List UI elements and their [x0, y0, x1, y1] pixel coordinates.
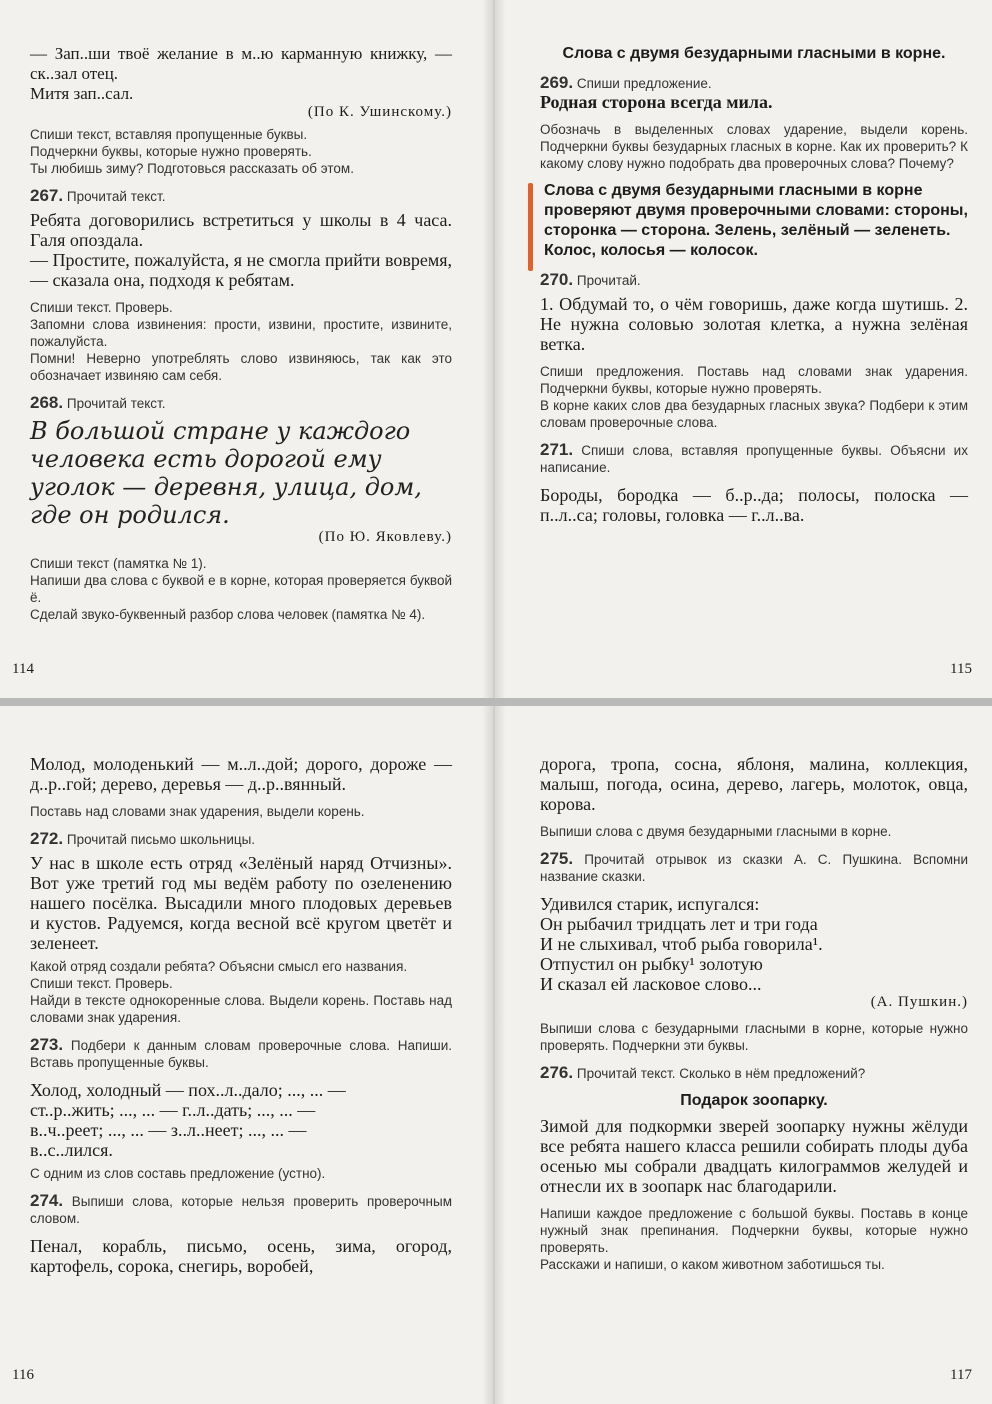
exercise-line: ст..р..жить; ..., ... — г..л..дать; ..., ... — — [30, 1100, 316, 1120]
exercise-267-header — [30, 187, 452, 205]
attribution: (А. Пушкин.) — [870, 994, 968, 1010]
exercise-number: 270. — [540, 270, 574, 289]
task-text: Помни! Неверно употреблять слово извиняюсь, так как это обозначает извиняю сам себя. — [30, 351, 452, 383]
task-text: Напиши два слова с буквой е в корне, которая проверяется буквой ё. — [30, 573, 452, 605]
exercise-text: У нас в школе есть отряд «Зелёный наряд Отчизны». Вот уже третий год мы ведём работу по озеленению нашего посёлка. Высадили много плодовых деревьев и кустов. Радуемся, когда весной всё кругом цветёт и зеленеет. — [30, 853, 452, 953]
task-text: Спиши текст. Проверь. — [30, 300, 173, 315]
attribution: (По Ю. Яковлеву.) — [318, 529, 452, 545]
task-text: Спиши текст (памятка № 1). — [30, 556, 207, 571]
exercise-task: Спиши слова, вставляя пропущенные буквы. Объясни их написание. — [540, 443, 968, 475]
exercise-line: в..ч..реет; ..., ... — з..л..неет; ..., ... — — [30, 1120, 307, 1140]
page-117-content — [540, 754, 968, 1273]
page-115-content — [540, 44, 968, 525]
exercise-271-header — [540, 441, 968, 476]
page-115 — [494, 0, 992, 698]
page-116-content — [30, 754, 452, 1276]
exercise-task: Прочитай. — [576, 273, 641, 288]
page-number: 116 — [12, 1367, 34, 1383]
section-heading: Слова с двумя безударными гласными в корне. — [562, 45, 946, 62]
rule-box: Слова с двумя безударными гласными в корне проверяют двумя проверочными словами: стороны, сторонка — сторона. Зелень, зелёный — зеленеть. Колос, колосья — колосок. — [540, 181, 968, 261]
exercise-task: Прочитай текст. Сколько в нём предложений? — [576, 1066, 866, 1081]
exercise-task: Спиши предложение. — [576, 76, 712, 91]
exercise-275-header — [540, 850, 968, 885]
exercise-number: 267. — [30, 186, 64, 205]
book-gutter — [482, 0, 506, 698]
task-text: Спиши текст, вставляя пропущенные буквы. — [30, 127, 308, 142]
exercise-task: Подбери к данным словам проверочные слова. Напиши. Вставь пропущенные буквы. — [30, 1038, 452, 1070]
exercise-text: Бороды, бородка — б..р..да; полосы, полоска — п..л..са; головы, головка — г..л..ва. — [540, 485, 968, 525]
exercise-line: в..с..лился. — [30, 1140, 113, 1160]
exercise-text: 1. Обдумай то, о чём говоришь, даже когда шутишь. 2. Не нужна соловью золотая клетка, а нужна зелёная ветка. — [540, 294, 968, 354]
dialog-text: Митя зап..сал. — [30, 84, 134, 103]
exercise-task: Выпиши слова, которые нельзя проверить проверочным словом. — [30, 1194, 452, 1226]
poem-line: Удивился старик, испугался: — [540, 894, 760, 914]
page-116 — [0, 706, 494, 1404]
page-number: 115 — [950, 661, 972, 677]
task-text: Подчеркни буквы, которые нужно проверять. — [30, 144, 312, 159]
exercise-270-header — [540, 271, 968, 289]
task-text: Найди в тексте однокоренные слова. Выдели корень. Поставь над словами знак ударения. — [30, 993, 452, 1025]
poem — [540, 894, 968, 994]
task-text: Спиши предложения. Поставь над словами знак ударения. Подчеркни буквы, которые нужно проверять. — [540, 364, 968, 396]
task-text: Расскажи и напиши, о каком животном заботишься ты. — [540, 1257, 885, 1272]
page-number: 117 — [950, 1367, 972, 1383]
exercise-task: Прочитай письмо школьницы. — [66, 832, 256, 847]
task-text: Выпиши слова с безударными гласными в корне, которые нужно проверять. Подчеркни эти буквы. — [540, 1021, 968, 1053]
exercise-269-header — [540, 74, 968, 92]
task-text: Поставь над словами знак ударения, выдели корень. — [30, 804, 365, 819]
exercise-number: 273. — [30, 1035, 64, 1054]
page-114 — [0, 0, 494, 698]
exercise-number: 275. — [540, 849, 574, 868]
page-114-content — [30, 44, 452, 623]
exercise-text: Пенал, корабль, письмо, осень, зима, огород, картофель, сорока, снегирь, воробей, — [30, 1236, 452, 1276]
page-number: 114 — [12, 661, 34, 677]
exercise-number: 268. — [30, 393, 64, 412]
text-title: Подарок зоопарку. — [680, 1092, 828, 1109]
exercise-number: 274. — [30, 1191, 64, 1210]
task-text: Запомни слова извинения: прости, извини, простите, извините, пожалуйста. — [30, 317, 452, 349]
exercise-text: дорога, тропа, сосна, яблоня, малина, коллекция, малыш, погода, осина, дерево, лагерь, молоток, овца, корова. — [540, 754, 968, 814]
poem-line: Отпустил он рыбку¹ золотую — [540, 954, 763, 974]
task-text: Ты любишь зиму? Подготовься рассказать об этом. — [30, 161, 354, 176]
spread-bottom — [0, 706, 992, 1404]
exercise-task: Прочитай текст. — [66, 396, 166, 411]
exercise-text: Зимой для подкормки зверей зоопарку нужны жёлуди все ребята нашего класса решили собирать плоды дуба осенью мы собрали двадцать килограммов желудей и отнесли их в зоопарк нас благодарили. — [540, 1116, 968, 1196]
exercise-number: 272. — [30, 829, 64, 848]
task-text: Обозначь в выделенных словах ударение, выдели корень. Подчеркни буквы безударных гласных в корне. Как их проверить? К какому слову нужно подобрать два проверочных слова? Почему? — [540, 122, 968, 171]
handwritten-text: В большой стране у каждого человека есть дорогой ему уголок — деревня, улица, дом, где он родился. — [30, 417, 422, 529]
exercise-text: Молод, молоденький — м..л..дой; дорого, дороже — д..р..гой; дерево, деревья — д..р..вянный. — [30, 754, 452, 794]
task-text: Сделай звуко-буквенный разбор слова человек (памятка № 4). — [30, 607, 426, 622]
poem-line: Он рыбачил тридцать лет и три года — [540, 914, 818, 934]
exercise-number: 269. — [540, 73, 574, 92]
poem-line: И не слыхивал, чтоб рыба говорила¹. — [540, 934, 823, 954]
task-text: С одним из слов составь предложение (устно). — [30, 1166, 326, 1181]
task-text: Напиши каждое предложение с большой буквы. Поставь в конце нужный знак препинания. Подчеркни буквы, которые нужно проверять. — [540, 1206, 968, 1255]
exercise-number: 276. — [540, 1063, 574, 1082]
exercise-272-header — [30, 830, 452, 848]
task-text: Выпиши слова с двумя безударными гласными в корне. — [540, 824, 892, 839]
task-text: В корне каких слов два безударных гласных звука? Подбери к этим словам проверочные слова. — [540, 398, 968, 430]
exercise-273-header — [30, 1036, 452, 1071]
exercise-text: Ребята договорились встретиться у школы в 4 часа. Галя опоздала. — [30, 210, 452, 250]
poem-line: И сказал ей ласковое слово... — [540, 974, 762, 994]
exercise-text: Родная сторона всегда мила. — [540, 92, 773, 112]
exercise-274-header — [30, 1192, 452, 1227]
exercise-number: 271. — [540, 440, 574, 459]
task-text: Какой отряд создали ребята? Объясни смысл его названия. — [30, 959, 408, 974]
book-gutter — [482, 706, 506, 1404]
task-text: Спиши текст. Проверь. — [30, 976, 173, 991]
exercise-task: Прочитай текст. — [66, 189, 166, 204]
attribution: (По К. Ушинскому.) — [307, 104, 452, 120]
exercise-268-header — [30, 394, 452, 412]
spread-top — [0, 0, 992, 698]
dialog-text: — Зап..ши твоё желание в м..ю карманную книжку, — ск..зал отец. — [30, 44, 452, 83]
exercise-task: Прочитай отрывок из сказки А. С. Пушкина. Вспомни название сказки. — [540, 852, 968, 884]
page-117 — [494, 706, 992, 1404]
exercise-line: Холод, холодный — пох..л..дало; ..., ... — — [30, 1080, 346, 1100]
exercise-text: — Простите, пожалуйста, я не смогла прийти вовремя, — сказала она, подходя к ребятам. — [30, 250, 452, 290]
exercise-276-header — [540, 1064, 968, 1082]
